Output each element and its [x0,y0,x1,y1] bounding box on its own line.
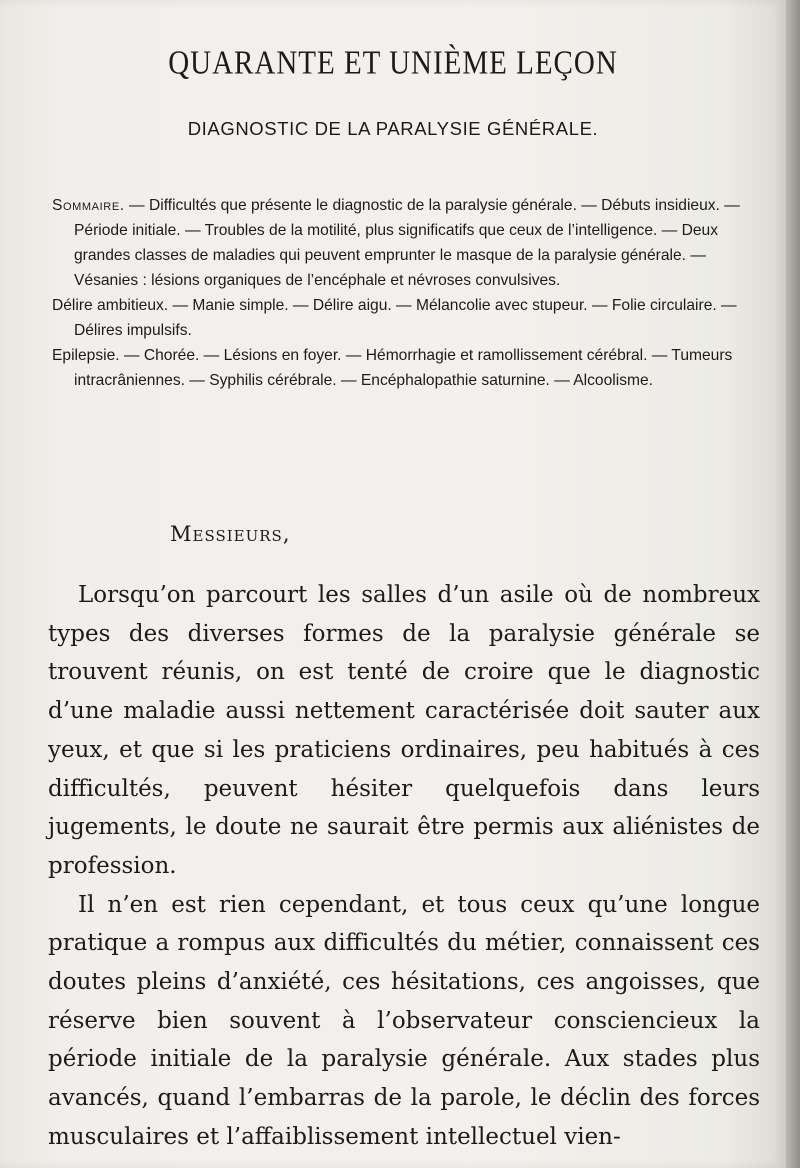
greeting: Messieurs, [170,522,291,546]
summary-label: Sommaire. [52,197,125,214]
summary-paragraph-1 [52,193,762,293]
chapter-title: QUARANTE ET UNIÈME LEÇON [168,44,618,82]
summary-text-2: Délire ambitieux. — Manie simple. — Délire aigu. — Mélancolie avec stupeur. — Folie circulaire. — Délires impulsifs. [52,297,737,339]
page-edge [786,0,800,1168]
summary-text-1: — Difficultés que présente le diagnostic de la paralysie générale. — Débuts insidieux. — Période initiale. — Troubles de la motilité, plus significatifs que ceux de l’intelligence. — Deux grandes classes de maladies qui peuvent emprunter le masque de la paralysie générale. — Vésanies : lésions organiques de l’encéphale et névroses convulsives. [74,197,740,289]
summary-paragraph-3 [52,343,762,393]
summary-paragraph-2 [52,293,762,343]
body-paragraph-1: Lorsqu’on parcourt les salles d’un asile où de nombreux types des diverses formes de la paralysie générale se trouvent réunis, on est tenté de croire que le diagnostic d’une maladie aussi nettement caractérisée doit sauter aux yeux, et que si les praticiens ordinaires, peu habitués à ces difficultés, peuvent hésiter quelquefois dans leurs jugements, le doute ne saurait être permis aux aliénistes de profession. [48,582,760,879]
body-paragraph-2: Il n’en est rien cependant, et tous ceux qu’une longue pratique a rompus aux difficultés du métier, connaissent ces doutes pleins d’anxiété, ces hésitations, ces angoisses, que réserve bien souvent à l’observateur consciencieux la période initiale de la paralysie générale. Aux stades plus avancés, quand l’embarras de la parole, le déclin des forces musculaires et l’affaiblissement intellectuel vien- [48,891,760,1150]
body-text [48,576,760,1157]
summary-text-3: Epilepsie. — Chorée. — Lésions en foyer. — Hémorrhagie et ramollissement cérébral. — Tumeurs intracrâniennes. — Syphilis cérébrale. — Encéphalopathie saturnine. — Alcoolisme. [52,347,733,389]
chapter-subtitle: DIAGNOSTIC DE LA PARALYSIE GÉNÉRALE. [187,118,599,139]
summary-block [52,193,762,393]
